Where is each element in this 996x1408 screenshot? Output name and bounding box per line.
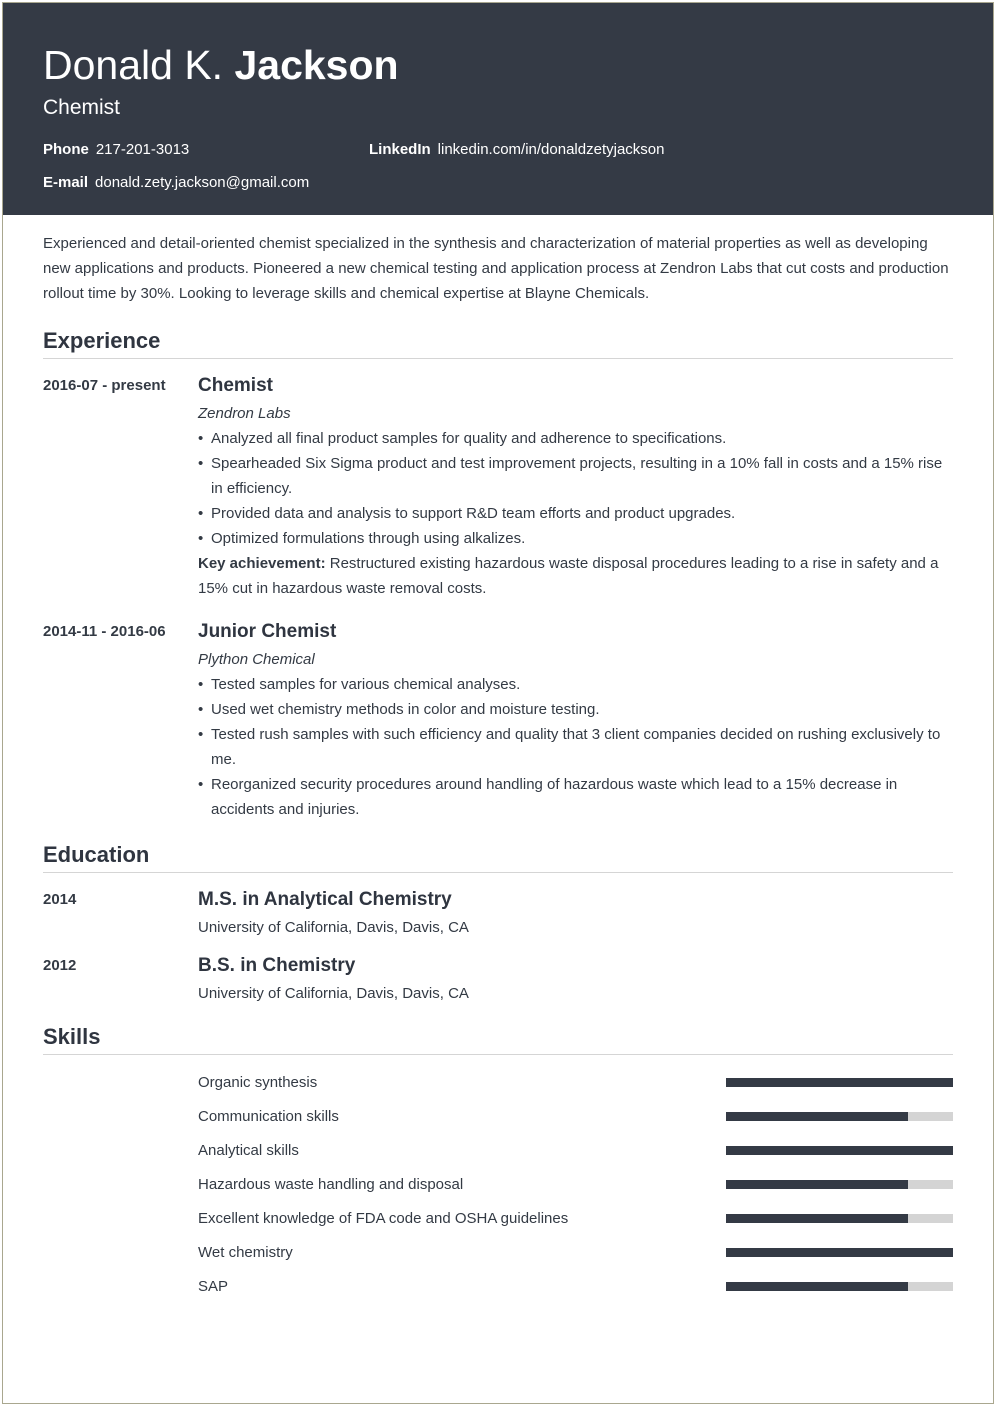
job-title: Junior Chemist (198, 621, 337, 642)
education-year: 2012 (43, 957, 77, 974)
key-achievement (198, 551, 953, 601)
skill-row (43, 1099, 953, 1133)
skill-level-bar (726, 1146, 953, 1155)
achievement-text: Restructured existing hazardous waste disposal procedures leading to a rise in safety and a 15% cut in hazardous waste removal costs. (198, 555, 939, 597)
skill-row (43, 1269, 953, 1303)
list-item: • Tested rush samples with such efficiency and quality that 3 client companies decided on rushing exclusively to me. (198, 722, 953, 772)
contact-phone (43, 141, 189, 158)
skill-level-bar (726, 1180, 953, 1189)
job-responsibilities (198, 672, 953, 822)
phone-label: Phone (43, 141, 89, 158)
school-name: University of California, Davis, Davis, CA (198, 985, 469, 1002)
degree-title: B.S. in Chemistry (198, 955, 356, 976)
skill-name: Communication skills (198, 1107, 339, 1125)
skill-row (43, 1235, 953, 1269)
skill-name: SAP (198, 1277, 229, 1295)
email-link[interactable]: donald.zety.jackson@gmail.com (95, 174, 310, 191)
linkedin-link[interactable]: linkedin.com/in/donaldzetyjackson (437, 141, 665, 158)
list-item: • Analyzed all final product samples for quality and adherence to specifications. (198, 426, 953, 451)
job-details (198, 619, 953, 822)
skill-level-bar (726, 1112, 953, 1121)
resume-page (2, 2, 994, 1404)
skill-level-fill (726, 1214, 908, 1223)
skill-level-fill (726, 1248, 953, 1257)
skill-level-fill (726, 1146, 953, 1155)
list-item: • Used wet chemistry methods in color and moisture testing. (198, 697, 953, 722)
job-dates: 2014-11 - 2016-06 (43, 623, 166, 640)
phone-value: 217-201-3013 (95, 141, 190, 158)
profile-summary: Experienced and detail-oriented chemist specialized in the synthesis and characterization of material properties as well as developing new applications and products. Pioneered a new chemical testing and application process at Zendron Labs that cut costs and production rollout time by 30%. Looking to leverage skills and chemical expertise at Blayne Chemicals. (43, 235, 949, 302)
skill-level-fill (726, 1282, 908, 1291)
job-title: Chemist (198, 375, 273, 396)
achievement-label: Key achievement: (198, 555, 326, 572)
skill-row (43, 1167, 953, 1201)
list-item: • Optimized formulations through using alkalizes. (198, 526, 953, 551)
degree-title: M.S. in Analytical Chemistry (198, 889, 452, 910)
skill-row (43, 1201, 953, 1235)
skill-level-bar (726, 1214, 953, 1223)
candidate-name (43, 41, 953, 89)
skill-name: Hazardous waste handling and disposal (198, 1175, 464, 1193)
contact-info (43, 141, 953, 211)
list-item: • Tested samples for various chemical analyses. (198, 672, 953, 697)
skill-level-fill (726, 1180, 908, 1189)
skills-heading: Skills (43, 1024, 953, 1055)
company-name: Plython Chemical (198, 651, 315, 668)
skill-row (43, 1065, 953, 1099)
company-name: Zendron Labs (198, 405, 291, 422)
email-label: E-mail (43, 174, 89, 191)
school-name: University of California, Davis, Davis, CA (198, 919, 469, 936)
skill-name: Analytical skills (198, 1141, 299, 1159)
skill-name: Excellent knowledge of FDA code and OSHA guidelines (198, 1209, 569, 1227)
skill-level-bar (726, 1248, 953, 1257)
linkedin-label: LinkedIn (369, 141, 431, 158)
education-heading: Education (43, 842, 953, 873)
resume-header (3, 3, 993, 215)
job-entry (43, 373, 953, 601)
resume-body (3, 215, 993, 1303)
education-details (198, 953, 953, 1006)
skill-level-bar (726, 1282, 953, 1291)
education-year: 2014 (43, 891, 77, 908)
skill-level-fill (726, 1078, 953, 1087)
job-entry (43, 619, 953, 822)
job-details (198, 373, 953, 601)
list-item: • Spearheaded Six Sigma product and test improvement projects, resulting in a 10% fall in costs and a 15% rise in efficiency. (198, 451, 953, 501)
list-item: • Reorganized security procedures around handling of hazardous waste which lead to a 15% decrease in accidents and injuries. (198, 772, 953, 822)
education-entry (43, 953, 953, 1006)
education-details (198, 887, 953, 940)
last-name: Jackson (234, 42, 399, 88)
skill-name: Wet chemistry (198, 1243, 293, 1261)
job-responsibilities (198, 426, 953, 551)
job-dates: 2016-07 - present (43, 377, 166, 394)
skill-level-bar (726, 1078, 953, 1087)
contact-email (43, 174, 309, 191)
first-name: Donald K. (43, 42, 224, 88)
candidate-role: Chemist (43, 96, 121, 119)
list-item: • Provided data and analysis to support R&D team efforts and product upgrades. (198, 501, 953, 526)
education-entry (43, 887, 953, 940)
contact-linkedin (369, 141, 664, 158)
skill-level-fill (726, 1112, 908, 1121)
skill-name: Organic synthesis (198, 1073, 318, 1091)
skill-row (43, 1133, 953, 1167)
skills-list (43, 1065, 953, 1303)
experience-heading: Experience (43, 328, 953, 359)
